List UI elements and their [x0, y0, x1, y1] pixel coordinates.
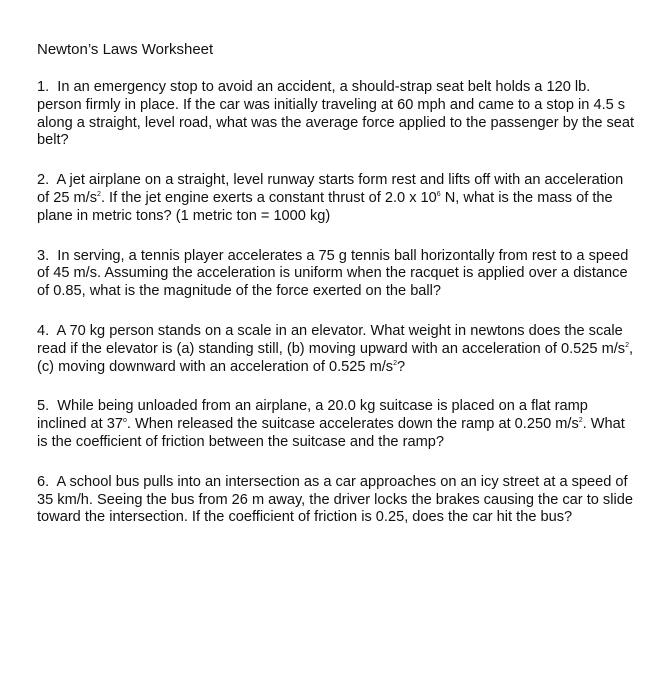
question-2-exponent-1: 2 [97, 190, 101, 198]
question-1-body: In an emergency stop to avoid an accident, a should-strap seat belt holds a 120 lb. person firmly in place. If the car was initially traveling at 60 mph and came to a stop in 4.5 s along a straight, level road, what was the average force applied to the passenger by the seat belt? [37, 79, 635, 149]
question-5-body-b: . When released the suitcase accelerates down the ramp at 0.250 m/s [126, 416, 579, 433]
question-5-degree-sign: o [123, 417, 127, 425]
worksheet-page [37, 41, 637, 549]
question-2-exponent-2: 6 [436, 190, 441, 198]
question-5 [37, 398, 637, 451]
question-4-text [37, 323, 637, 376]
question-5-body-a: While being unloaded from an airplane, a 20.0 kg suitcase is placed on a flat ramp inclined at 37 [37, 398, 588, 433]
question-5-exponent: 2 [578, 417, 583, 425]
question-4-exponent-2: 2 [393, 359, 397, 367]
question-2 [37, 172, 637, 225]
question-4 [37, 323, 637, 376]
question-2-body-a: A jet airplane on a straight, level runway starts form rest and lifts off with an acceleration of 25 m/s [37, 172, 624, 206]
question-2-body-b: . If the jet engine exerts a constant thrust of 2.0 x 10 [100, 189, 437, 206]
question-6-text [37, 474, 637, 527]
question-1-number: 1. [37, 79, 50, 95]
question-3 [37, 248, 637, 301]
worksheet-title: Newton’s Laws Worksheet [37, 41, 214, 58]
question-4-body-b: , (c) moving downward with an acceleration of 0.525 m/s [37, 340, 634, 375]
question-1-text [37, 79, 637, 150]
question-5-text [37, 398, 637, 451]
question-4-body-a: A 70 kg person stands on a scale in an elevator. What weight in newtons does the scale read if the elevator is (a) standing still, (b) moving upward with an acceleration of 0.525 m/s [37, 322, 626, 357]
question-6 [37, 474, 637, 527]
question-4-exponent-1: 2 [625, 341, 629, 349]
question-5-body-c: . What is the coefficient of friction between the suitcase and the ramp? [37, 416, 625, 450]
question-2-text [37, 172, 637, 225]
question-4-body-c: ? [397, 358, 406, 375]
question-3-number: 3. [37, 247, 50, 264]
question-1 [37, 79, 637, 150]
question-6-body: A school bus pulls into an intersection as a car approaches on an icy street at a speed of 35 km/h. Seeing the bus from 26 m away, the driver locks the brakes causing the car to slide toward the intersection. If the coefficient of friction is 0.25, does the car hit the bus? [37, 473, 633, 526]
question-4-number: 4. [37, 322, 50, 339]
question-2-body-c: N, what is the mass of the plane in metric tons? (1 metric ton = 1000 kg) [37, 189, 613, 224]
question-3-body: In serving, a tennis player accelerates a 75 g tennis ball horizontally from rest to a speed of 45 m/s. Assuming the acceleration is uniform when the racquet is applied over a distance of 0.85, what is the magnitude of the force exerted on the ball? [37, 247, 629, 300]
question-6-number: 6. [37, 473, 50, 490]
question-5-number: 5. [37, 398, 50, 415]
question-2-number: 2. [37, 172, 50, 189]
question-3-text [37, 248, 637, 301]
